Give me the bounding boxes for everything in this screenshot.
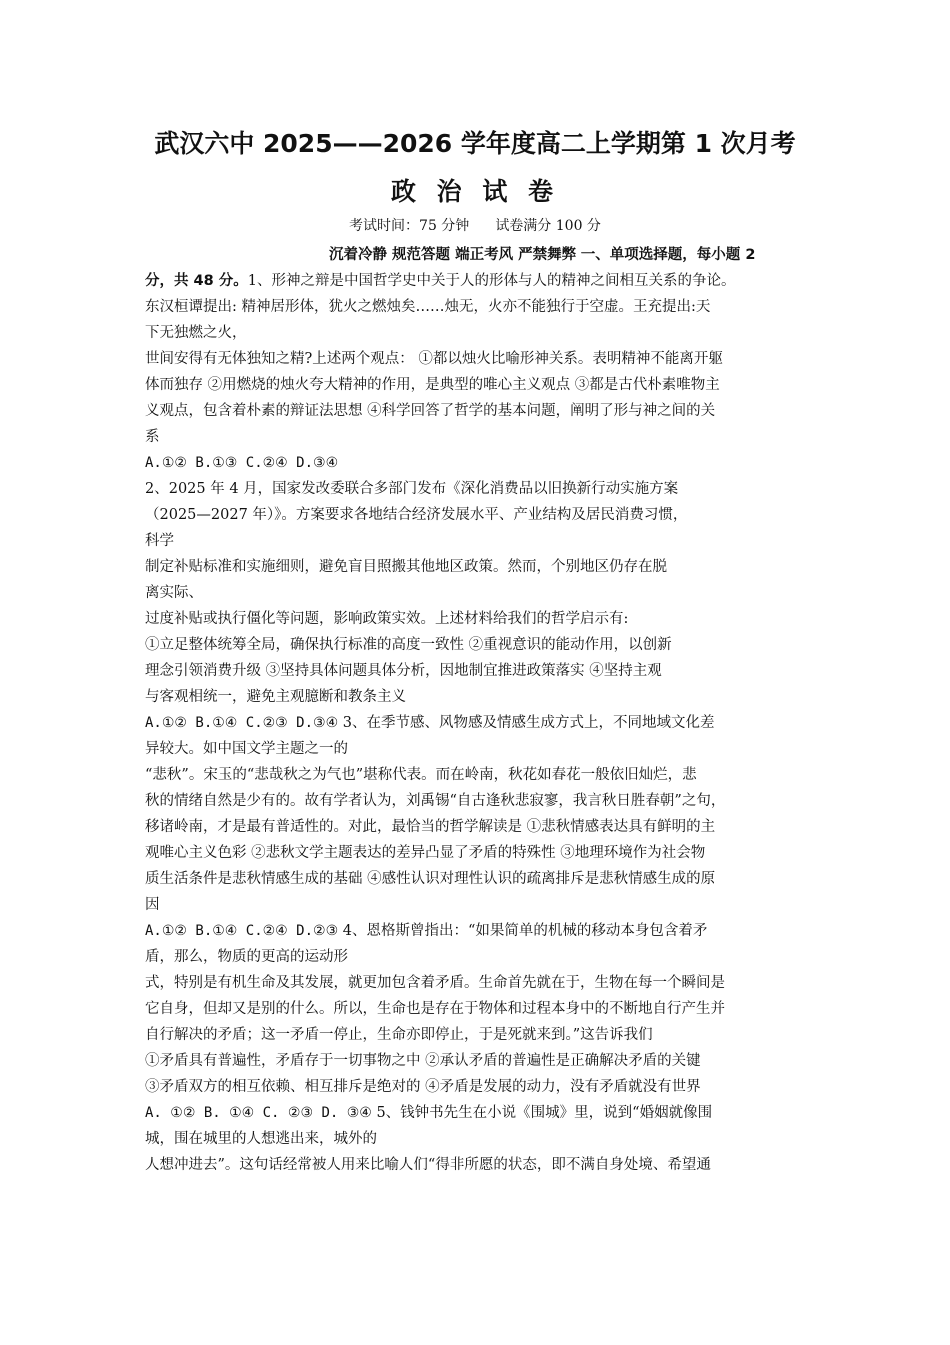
question-4-line: 盾，那么，物质的更高的运动形 xyxy=(145,949,348,965)
question-5-line: 人想冲进去”。这句话经常被人用来比喻人们“得非所愿的状态，即不满自身处境、希望通 xyxy=(145,1157,711,1173)
question-4-line: 自行解决的矛盾；这一矛盾一停止，生命亦即停止，于是死就来到。”这告诉我们 xyxy=(145,1027,653,1043)
question-3-line: “悲秋”。宋玉的“悲哉秋之为气也”堪称代表。而在岭南，秋花如春花一般依旧灿烂，悲 xyxy=(145,767,697,783)
question-2-line: ①立足整体统筹全局，确保执行标准的高度一致性 ②重视意识的能动作用，以创新 xyxy=(145,637,672,653)
exam-title: 武汉六中 2025——2026 学年度高二上学期第 1 次月考 xyxy=(154,129,796,158)
question-2-options: A.①② B.①④ C.②③ D.③④ xyxy=(145,715,339,731)
motto-line xyxy=(145,242,825,268)
question-1-options: A.①② B.①③ C.②④ D.③④ xyxy=(145,455,339,471)
question-2-options-line xyxy=(145,710,825,736)
question-4-text: 4、恩格斯曾指出：“如果简单的机械的移动本身包含着矛 xyxy=(342,923,708,939)
question-1-line: 义观点，包含着朴素的辩证法思想 ④科学回答了哲学的基本问题，阐明了形与神之间的关 xyxy=(145,403,716,419)
question-1-line xyxy=(145,268,825,294)
question-3-options-line xyxy=(145,918,825,944)
question-1-line: 世间安得有无体独知之精?上述两个观点： ①都以烛火比喻形神关系。表明精神不能离开躯 xyxy=(145,351,723,367)
section-heading-cont: 分，共 48 分。 xyxy=(145,273,248,289)
question-4-line: ①矛盾具有普遍性，矛盾存于一切事物之中 ②承认矛盾的普遍性是正确解决矛盾的关键 xyxy=(145,1053,701,1069)
question-2-line: 离实际、 xyxy=(145,585,203,601)
question-5-line: 城，围在城里的人想逃出来，城外的 xyxy=(145,1131,377,1147)
question-1-text: 1、形神之辩是中国哲学史中关于人的形体与人的精神之间相互关系的争论。 xyxy=(247,273,736,289)
exam-time: 考试时间：75 分钟 xyxy=(349,218,470,234)
question-3-line: 观唯心主义色彩 ②悲秋文学主题表达的差异凸显了矛盾的特殊性 ③地理环境作为社会物 xyxy=(145,845,706,861)
exam-score: 试卷满分 100 分 xyxy=(495,218,601,234)
question-2-line: 科学 xyxy=(145,533,174,549)
question-3-line: 秋的情绪自然是少有的。故有学者认为，刘禹锡“自古逢秋悲寂寥，我言秋日胜春朝”之句， xyxy=(145,793,726,809)
question-4-line: ③矛盾双方的相互依赖、相互排斥是绝对的 ④矛盾是发展的动力，没有矛盾就没有世界 xyxy=(145,1079,701,1095)
question-3-options: A.①② B.①④ C.②④ D.②③ xyxy=(145,923,339,939)
question-3-line: 异较大。如中国文学主题之一的 xyxy=(145,741,348,757)
question-3-line: 质生活条件是悲秋情感生成的基础 ④感性认识对理性认识的疏离排斥是悲秋情感生成的原 xyxy=(145,871,716,887)
question-2-line: 2、2025 年 4 月，国家发改委联合多部门发布《深化消费品以旧换新行动实施方案 xyxy=(145,481,679,497)
question-3-text: 3、在季节感、风物感及情感生成方式上，不同地域文化差 xyxy=(342,715,715,731)
section-heading: 一、单项选择题，每小题 2 xyxy=(580,247,756,263)
question-2-line: 与客观相统一，避免主观臆断和教条主义 xyxy=(145,689,406,705)
exam-subtitle: 政 治 试 卷 xyxy=(390,177,560,206)
question-5-text: 5、钱钟书先生在小说《围城》里，说到“婚姻就像围 xyxy=(376,1105,713,1121)
question-1-line: 东汉桓谭提出: 精神居形体，犹火之燃烛矣……烛无，火亦不能独行于空虚。王充提出:天 xyxy=(145,299,711,315)
question-3-line: 移诸岭南，才是最有普适性的。对此，最恰当的哲学解读是 ①悲秋情感表达具有鲜明的主 xyxy=(145,819,716,835)
question-1-line: 体而独存 ②用燃烧的烛火夸大精神的作用，是典型的唯心主义观点 ③都是古代朴素唯物主 xyxy=(145,377,720,393)
question-2-line: 制定补贴标准和实施细则，避免盲目照搬其他地区政策。然而，个别地区仍存在脱 xyxy=(145,559,667,575)
question-2-line: 理念引领消费升级 ③坚持具体问题具体分析，因地制宜推进政策落实 ④坚持主观 xyxy=(145,663,662,679)
question-4-line: 式，特别是有机生命及其发展，就更加包含着矛盾。生命首先就在于，生物在每一个瞬间是 xyxy=(145,975,725,991)
exam-info xyxy=(0,215,950,235)
question-1-line: 下无独燃之火， xyxy=(145,325,247,341)
motto: 沉着冷静 规范答题 端正考风 严禁舞弊 xyxy=(329,247,577,263)
question-4-line: 它自身，但却又是别的什么。所以，生命也是存在于物体和过程本身中的不断地自行产生并 xyxy=(145,1001,725,1017)
question-4-options: A. ①② B. ①④ C. ②③ D. ③④ xyxy=(145,1105,372,1121)
question-1-line: 系 xyxy=(145,429,160,445)
exam-body xyxy=(145,242,825,1178)
question-4-options-line xyxy=(145,1100,825,1126)
question-3-line: 因 xyxy=(145,897,160,913)
question-2-line: 过度补贴或执行僵化等问题，影响政策实效。上述材料给我们的哲学启示有: xyxy=(145,611,629,627)
question-2-line: （2025—2027 年）》。方案要求各地结合经济发展水平、产业结构及居民消费习惯， xyxy=(145,507,688,523)
